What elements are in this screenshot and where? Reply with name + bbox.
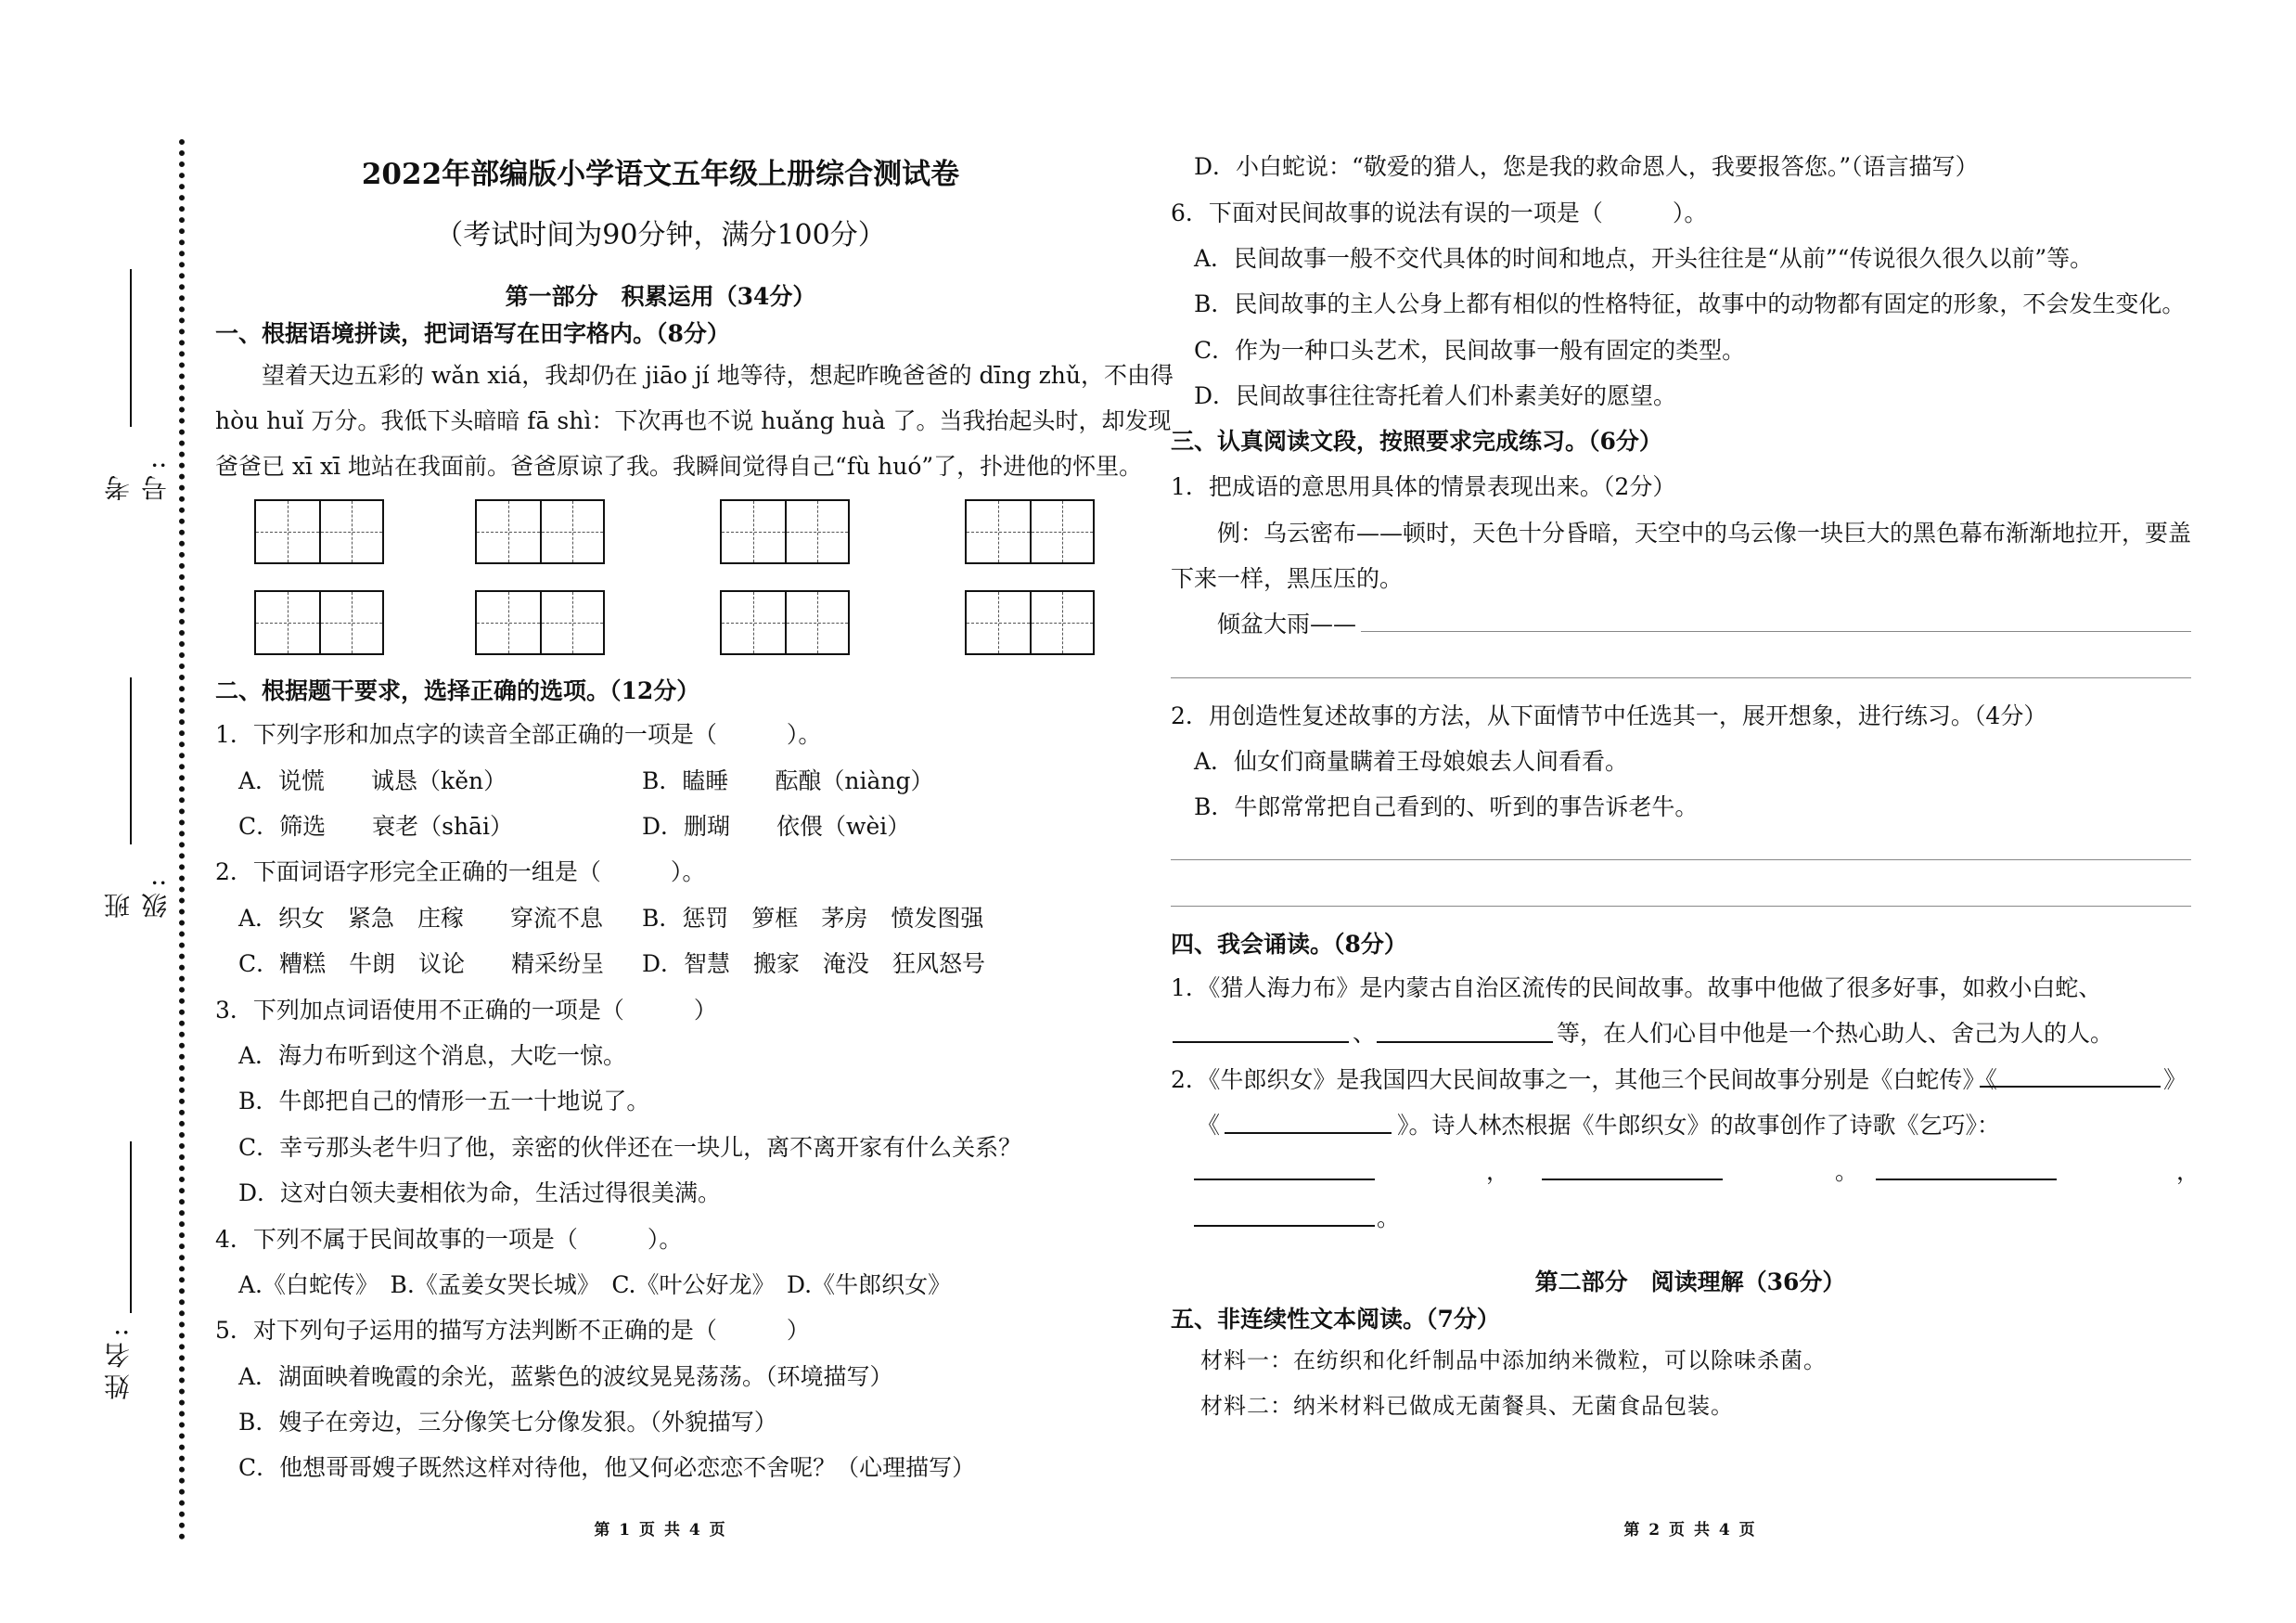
material-2: 材料二：纳米材料已做成无菌餐具、无菌食品包装。 [1200,1393,1734,1419]
name-field [100,1141,137,1420]
page-title: 2022年部编版小学语文五年级上册综合测试卷 [361,158,960,191]
q1-line: 爸爸已 xī xī 地站在我面前。爸爸原谅了我。我瞬间觉得自己“fù huó”了，扑进他的怀里。 [215,453,1143,480]
q4-text: ， [1486,1158,1510,1185]
material-1: 材料一：在纺织和化纤制品中添加纳米微粒，可以除味杀菌。 [1200,1347,1827,1373]
page-footer: 第 1 页 共 4 页 [594,1521,727,1539]
q2-line: 6．下面对民间故事的说法有误的一项是（ ）。 [1171,200,1708,226]
q2-option: A．说慌 诚恳（kěn） [215,767,507,794]
q3-line: 下来一样，黑压压的。 [1171,565,1404,592]
fill-blank[interactable] [1542,1179,1723,1180]
exam-no-field [100,269,171,501]
q2-line: 4．下列不属于民间故事的一项是（ ）。 [215,1226,683,1253]
q2-option: A.《白蛇传》 B.《孟姜女哭长城》 C.《叶公好龙》 D.《牛郎织女》 [215,1271,952,1298]
q2-option: A．民间故事一般不交代具体的时间和地点，开头往往是“从前”“传说很久很久以前”等。 [1171,245,2094,272]
tianzi-grid[interactable] [475,499,605,564]
answer-line[interactable] [1361,631,2191,632]
q2-option: A．海力布听到这个消息，大吃一惊。 [215,1042,627,1069]
q2-option: B．民间故事的主人公身上都有相似的性格特征，故事中的动物都有固定的形象，不会发生变化。 [1171,290,2186,317]
q2-line: 3．下列加点词语使用不正确的一项是（ ） [215,997,717,1024]
binding-dotted-line [179,139,185,1540]
q2-option: A．湖面映着晚霞的余光，蓝紫色的波纹晃晃荡荡。（环境描写） [215,1363,893,1390]
class-label: 班级: [103,872,171,919]
tianzi-grid[interactable] [475,590,605,655]
q2-option: C．糟糕 牛朗 议论 精采纷呈 [215,950,605,977]
fill-blank[interactable] [1194,1179,1375,1180]
q4-text: 。 [1835,1158,1859,1185]
q2-option: B．惩罚 箩框 茅房 愤发图强 [642,905,984,932]
q4-text: ， [2176,1158,2200,1185]
answer-line[interactable] [1171,859,2191,860]
q3-option: A．仙女们商量瞒着王母娘娘去人间看看。 [1171,748,1629,775]
q1-line: 望着天边五彩的 wǎn xiá，我却仍在 jiāo jí 地等待，想起昨晚爸爸的 dīng zhǔ，不由得 [215,362,1174,389]
fill-blank[interactable] [1377,1041,1553,1043]
tianzi-grid[interactable] [720,499,850,564]
tianzi-grid[interactable] [965,499,1095,564]
q4-line: 2．《牛郎织女》是我国四大民间故事之一，其他三个民间故事分别是《白蛇传》《 [1171,1066,1997,1093]
q2-option: A．织女 紧急 庄稼 穿流不息 [215,905,604,932]
q2-option: C．幸亏那头老牛归了他，亲密的伙伴还在一块儿，离不离开家有什么关系？ [215,1134,1022,1161]
tianzi-grid[interactable] [254,590,384,655]
fill-blank[interactable] [1194,1225,1375,1227]
name-line[interactable] [130,1141,132,1313]
q2-heading: 二、根据题干要求，选择正确的选项。（12分） [215,677,700,704]
q4-text: 《 [1197,1112,1221,1139]
class-line[interactable] [130,677,132,844]
q3-line: 2．用创造性复述故事的方法，从下面情节中任选其一，展开想象，进行练习。（4分） [1171,702,2047,729]
part2-heading: 第二部分 阅读理解（36分） [1534,1269,1846,1295]
q2-option: B．瞌睡 酝酿（niàng） [642,767,934,794]
q2-option: B．牛郎把自己的情形一五一十地说了。 [215,1088,650,1114]
page-footer: 第 2 页 共 4 页 [1623,1521,1757,1539]
answer-line[interactable] [1171,677,2191,678]
q2-option: D．智慧 搬家 淹没 狂风怒号 [642,950,986,977]
q2-option: C．他想哥哥嫂子既然这样对待他，他又何必恋恋不舍呢？（心理描写） [215,1454,976,1481]
q4-text: 等，在人们心目中他是一个热心助人、舍己为人的人。 [1557,1020,2114,1047]
part1-heading: 第一部分 积累运用（34分） [505,283,816,310]
q3-line: 倾盆大雨—— [1171,611,1357,638]
tianzi-grid[interactable] [254,499,384,564]
q3-option: B．牛郎常常把自己看到的、听到的事告诉老牛。 [1171,793,1699,820]
tianzi-grid[interactable] [965,590,1095,655]
fill-blank[interactable] [1980,1086,2161,1088]
binding-strip [0,0,186,1623]
q2-option: C．筛选 衰老（shāi） [215,813,513,840]
q3-line: 1．把成语的意思用具体的情景表现出来。（2分） [1171,473,1676,500]
q4-text: 》 [2163,1066,2187,1093]
class-field [100,677,171,919]
tianzi-grid[interactable] [720,590,850,655]
q2-option: B．嫂子在旁边，三分像笑七分像发狠。（外貌描写） [215,1409,777,1436]
q3-line: 例：乌云密布——顿时，天色十分昏暗，天空中的乌云像一块巨大的黑色幕布渐渐地拉开，要盖 [1171,520,2192,547]
q2-option: D．民间故事往往寄托着人们朴素美好的愿望。 [1171,382,1677,409]
page-subtitle: （考试时间为90分钟，满分100分） [435,219,886,251]
q1-heading: 一、根据语境拼读，把词语写在田字格内。（8分） [215,320,730,347]
exam-no-line[interactable] [130,269,132,427]
q2-line: 5．对下列句子运用的描写方法判断不正确的是（ ） [215,1317,810,1344]
q3-heading: 三、认真阅读文段，按照要求完成练习。（6分） [1171,428,1662,455]
q2-line: 1．下列字形和加点字的读音全部正确的一项是（ ）。 [215,721,822,748]
q4-text: 。 [1377,1204,1401,1231]
fill-blank[interactable] [1173,1041,1349,1043]
name-label: 姓名: [103,1322,134,1400]
q4-text: 、 [1353,1020,1377,1047]
q2-option: D．这对白领夫妻相依为命，生活过得很美满。 [215,1179,722,1206]
q1-line: hòu huǐ 万分。我低下头暗暗 fā shì：下次再也不说 huǎng huà 了。当我抬起头时，却发现 [215,407,1172,434]
q5-heading: 五、非连续性文本阅读。（7分） [1171,1306,1500,1333]
q4-line: 1．《猎人海力布》是内蒙古自治区流传的民间故事。故事中他做了很多好事，如救小白蛇、 [1171,974,2102,1001]
q2-line: 2．下面词语字形完全正确的一组是（ ）。 [215,858,706,885]
answer-line[interactable] [1171,906,2191,907]
q4-heading: 四、我会诵读。（8分） [1171,931,1407,958]
exam-no-label: 考号: [103,455,171,501]
q4-text: 》。诗人林杰根据《牛郎织女》的故事创作了诗歌《乞巧》： [1397,1112,2001,1139]
q2-option: D．小白蛇说：“敬爱的猎人，您是我的救命恩人，我要报答您。”（语言描写） [1171,153,1979,180]
fill-blank[interactable] [1876,1179,2057,1180]
q2-option: D．删瑚 依偎（wèi） [642,813,911,840]
q2-option: C．作为一种口头艺术，民间故事一般有固定的类型。 [1171,337,1746,364]
fill-blank[interactable] [1225,1132,1392,1134]
